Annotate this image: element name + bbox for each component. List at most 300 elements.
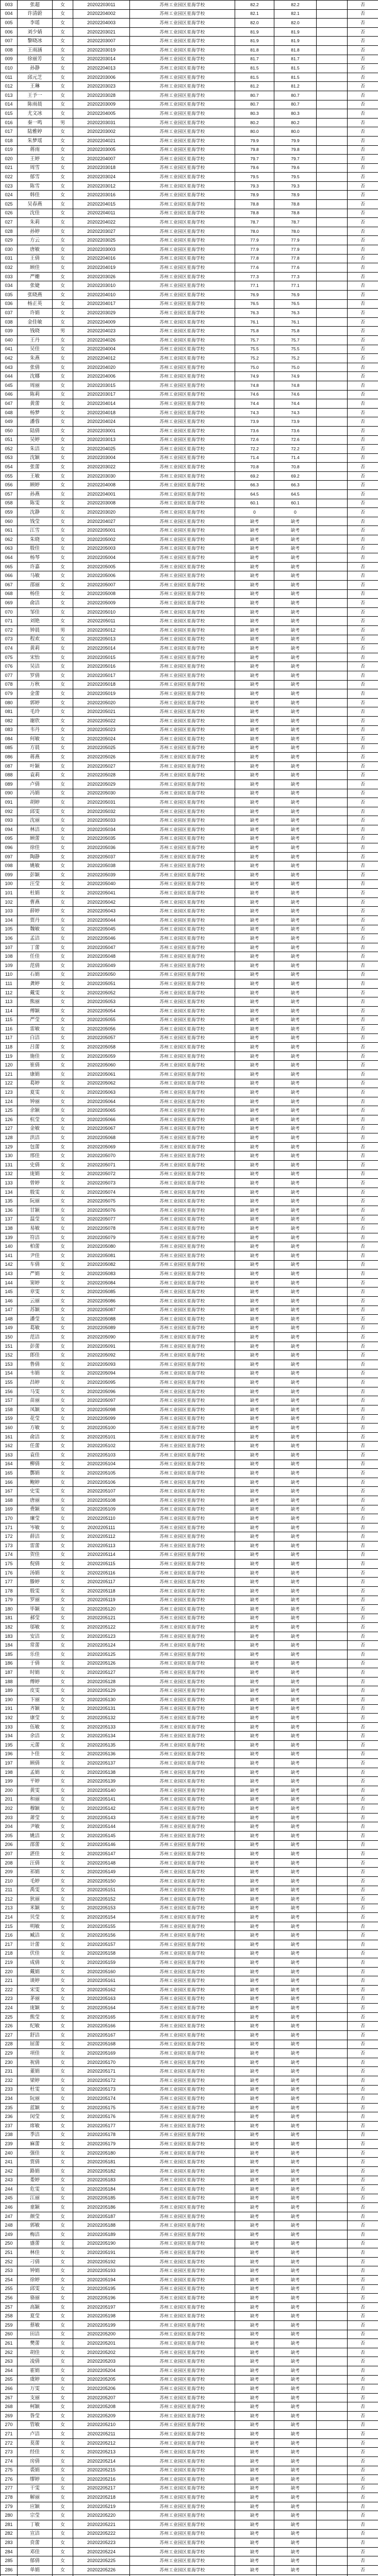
written-score-cell: 缺考 <box>235 2529 274 2538</box>
written-score-cell: 79.9 <box>235 136 274 145</box>
exam-number-cell: 20202205019 <box>73 689 130 699</box>
interview-flag-cell: 否 <box>348 1895 378 1904</box>
interview-flag-cell: 否 <box>348 2402 378 2412</box>
table-row <box>1 1686 378 1696</box>
table-row <box>1 1333 378 1342</box>
table-row <box>1 2529 378 2538</box>
interview-flag-cell: 否 <box>348 2121 378 2130</box>
total-score-cell: 缺考 <box>274 1976 317 1986</box>
row-number-cell: 025 <box>1 200 18 209</box>
written-score-cell: 缺考 <box>235 1795 274 1804</box>
gender-cell: 女 <box>53 309 73 318</box>
table-row <box>1 1124 378 1133</box>
interview-flag-cell: 否 <box>348 1614 378 1623</box>
row-number-cell: 188 <box>1 1677 18 1686</box>
rank-cell <box>317 2040 348 2049</box>
exam-number-cell: 20202205145 <box>73 1831 130 1840</box>
total-score-cell: 缺考 <box>274 1315 317 1324</box>
total-score-cell: 缺考 <box>274 2248 317 2258</box>
table-row <box>1 291 378 300</box>
candidate-name-cell: 刁倩 <box>18 2257 53 2266</box>
candidate-name-cell: 朱梦瑶 <box>18 136 53 145</box>
total-score-cell: 69.2 <box>274 471 317 481</box>
candidate-name-cell: 罗倩 <box>18 671 53 680</box>
candidate-name-cell: 车倩 <box>18 1260 53 1269</box>
gender-cell: 女 <box>53 2330 73 2339</box>
row-number-cell: 078 <box>1 680 18 689</box>
table-row <box>1 1151 378 1161</box>
total-score-cell: 缺考 <box>274 571 317 581</box>
rank-cell <box>317 1487 348 1496</box>
table-row <box>1 2493 378 2502</box>
written-score-cell: 缺考 <box>235 1696 274 1705</box>
applied-unit-cell: 苏州工业园区星海学校 <box>130 1677 235 1686</box>
candidate-name-cell: 熊莹 <box>18 2012 53 2022</box>
applied-unit-cell: 苏州工业园区星海学校 <box>130 1596 235 1605</box>
total-score-cell: 缺考 <box>274 1668 317 1677</box>
interview-flag-cell: 否 <box>348 1142 378 1151</box>
written-score-cell: 缺考 <box>235 1351 274 1360</box>
candidate-name-cell: 王倩 <box>18 254 53 263</box>
exam-number-cell: 20202205018 <box>73 680 130 689</box>
applied-unit-cell: 苏州工业园区星海学校 <box>130 1922 235 1931</box>
applied-unit-cell: 苏州工业园区星海学校 <box>130 526 235 535</box>
table-row <box>1 2284 378 2294</box>
rank-cell <box>317 1315 348 1324</box>
table-row <box>1 236 378 245</box>
interview-flag-cell: 否 <box>348 698 378 707</box>
total-score-cell: 77.9 <box>274 236 317 245</box>
rank-cell <box>317 979 348 989</box>
total-score-cell: 缺考 <box>274 2366 317 2375</box>
table-row <box>1 1242 378 1251</box>
rank-cell <box>317 689 348 699</box>
total-score-cell: 缺考 <box>274 1015 317 1025</box>
rank-cell <box>317 553 348 563</box>
applied-unit-cell: 苏州工业园区星海学校 <box>130 2230 235 2240</box>
interview-flag-cell: 否 <box>348 1759 378 1768</box>
rank-cell <box>317 381 348 390</box>
written-score-cell: 缺考 <box>235 653 274 662</box>
exam-number-cell: 20202204002 <box>73 9 130 19</box>
row-number-cell: 272 <box>1 2438 18 2448</box>
table-row <box>1 64 378 73</box>
gender-cell: 女 <box>53 263 73 273</box>
exam-number-cell: 20202205185 <box>73 2194 130 2203</box>
table-row <box>1 907 378 916</box>
table-row <box>1 1541 378 1550</box>
total-score-cell: 缺考 <box>274 2166 317 2176</box>
exam-number-cell: 20202205115 <box>73 1560 130 1569</box>
total-score-cell: 缺考 <box>274 761 317 771</box>
rank-cell <box>317 562 348 571</box>
candidate-name-cell: 乐佳 <box>18 1650 53 1659</box>
exam-number-cell: 20202205172 <box>73 2076 130 2085</box>
applied-unit-cell: 苏州工业园区星海学校 <box>130 1396 235 1405</box>
gender-cell: 女 <box>53 1369 73 1378</box>
rank-cell <box>317 2085 348 2094</box>
applied-unit-cell: 苏州工业园区星海学校 <box>130 1006 235 1015</box>
row-number-cell: 208 <box>1 1858 18 1868</box>
written-score-cell: 缺考 <box>235 1460 274 1469</box>
applied-unit-cell: 苏州工业园区星海学校 <box>130 2040 235 2049</box>
interview-flag-cell: 否 <box>348 1868 378 1877</box>
rank-cell <box>317 1795 348 1804</box>
interview-flag-cell: 否 <box>348 1342 378 1351</box>
row-number-cell: 254 <box>1 2276 18 2285</box>
rank-cell <box>317 1596 348 1605</box>
written-score-cell: 78.8 <box>235 209 274 218</box>
candidate-name-cell: 萧莹 <box>18 1813 53 1822</box>
rank-cell <box>317 2158 348 2167</box>
exam-number-cell: 20202205049 <box>73 961 130 970</box>
table-row <box>1 1958 378 1968</box>
interview-flag-cell: 否 <box>348 979 378 989</box>
interview-flag-cell: 否 <box>348 671 378 680</box>
applied-unit-cell: 苏州工业园区星海学校 <box>130 2121 235 2130</box>
total-score-cell: 缺考 <box>274 1659 317 1668</box>
candidate-name-cell: 尹佳 <box>18 1251 53 1260</box>
applied-unit-cell: 苏州工业园区星海学校 <box>130 481 235 490</box>
total-score-cell: 缺考 <box>274 1696 317 1705</box>
total-score-cell: 缺考 <box>274 2566 317 2575</box>
candidate-name-cell: 万雯 <box>18 2384 53 2394</box>
total-score-cell: 缺考 <box>274 1886 317 1895</box>
candidate-name-cell: 贾丹 <box>18 916 53 925</box>
row-number-cell: 066 <box>1 571 18 581</box>
table-row <box>1 1369 378 1378</box>
applied-unit-cell: 苏州工业园区星海学校 <box>130 698 235 707</box>
row-number-cell: 209 <box>1 1868 18 1877</box>
applied-unit-cell: 苏州工业园区星海学校 <box>130 907 235 916</box>
written-score-cell: 缺考 <box>235 1505 274 1514</box>
total-score-cell: 78.7 <box>274 218 317 227</box>
table-row <box>1 1487 378 1496</box>
row-number-cell: 022 <box>1 173 18 182</box>
total-score-cell: 缺考 <box>274 562 317 571</box>
table-row <box>1 952 378 961</box>
row-number-cell: 040 <box>1 335 18 345</box>
row-number-cell: 013 <box>1 91 18 100</box>
gender-cell: 女 <box>53 553 73 563</box>
row-number-cell: 058 <box>1 499 18 508</box>
row-number-cell: 089 <box>1 780 18 789</box>
exam-number-cell: 20202205160 <box>73 1967 130 1976</box>
written-score-cell: 缺考 <box>235 662 274 671</box>
interview-flag-cell: 否 <box>348 2031 378 2040</box>
gender-cell: 女 <box>53 2384 73 2394</box>
total-score-cell: 缺考 <box>274 2430 317 2439</box>
written-score-cell: 缺考 <box>235 2294 274 2303</box>
rank-cell <box>317 617 348 626</box>
exam-number-cell: 20202203030 <box>73 471 130 481</box>
total-score-cell: 缺考 <box>274 1197 317 1206</box>
applied-unit-cell: 苏州工业园区星海学校 <box>130 2348 235 2357</box>
candidate-name-cell: 方云 <box>18 236 53 245</box>
exam-number-cell: 20202205022 <box>73 716 130 725</box>
row-number-cell: 129 <box>1 1142 18 1151</box>
interview-flag-cell: 否 <box>348 2339 378 2348</box>
candidate-name-cell: 范倩 <box>18 961 53 970</box>
candidate-name-cell: 黎晓冰 <box>18 37 53 46</box>
exam-number-cell: 20202205119 <box>73 1596 130 1605</box>
interview-flag-cell: 否 <box>348 1015 378 1025</box>
rank-cell <box>317 1868 348 1877</box>
total-score-cell: 缺考 <box>274 1206 317 1215</box>
applied-unit-cell: 苏州工业园区星海学校 <box>130 825 235 835</box>
written-score-cell: 缺考 <box>235 2121 274 2130</box>
gender-cell: 女 <box>53 1224 73 1233</box>
row-number-cell: 182 <box>1 1623 18 1632</box>
candidate-name-cell: 和丽 <box>18 1795 53 1804</box>
written-score-cell: 缺考 <box>235 1596 274 1605</box>
applied-unit-cell: 苏州工业园区星海学校 <box>130 1822 235 1832</box>
row-number-cell: 159 <box>1 1414 18 1423</box>
applied-unit-cell: 苏州工业园区星海学校 <box>130 109 235 118</box>
written-score-cell: 缺考 <box>235 1442 274 1451</box>
row-number-cell: 210 <box>1 1876 18 1886</box>
interview-flag-cell: 否 <box>348 191 378 200</box>
written-score-cell: 缺考 <box>235 1188 274 1197</box>
exam-number-cell: 20202205064 <box>73 1097 130 1106</box>
applied-unit-cell: 苏州工业园区星海学校 <box>130 1931 235 1940</box>
table-row <box>1 1786 378 1795</box>
written-score-cell: 缺考 <box>235 1451 274 1460</box>
rank-cell <box>317 2176 348 2185</box>
applied-unit-cell: 苏州工业园区星海学校 <box>130 2375 235 2384</box>
row-number-cell: 258 <box>1 2312 18 2321</box>
rank-cell <box>317 943 348 952</box>
row-number-cell: 048 <box>1 408 18 417</box>
gender-cell: 女 <box>53 2140 73 2149</box>
candidate-name-cell: 金敏 <box>18 1124 53 1133</box>
rank-cell <box>317 2493 348 2502</box>
row-number-cell: 286 <box>1 2566 18 2575</box>
written-score-cell: 缺考 <box>235 1931 274 1940</box>
table-row <box>1 743 378 753</box>
interview-flag-cell: 否 <box>348 535 378 545</box>
candidate-name-cell: 潘莹 <box>18 1315 53 1324</box>
exam-number-cell: 20202205056 <box>73 1025 130 1034</box>
candidate-name-cell: 伍敏 <box>18 1722 53 1732</box>
written-score-cell: 78.0 <box>235 227 274 236</box>
total-score-cell: 缺考 <box>274 843 317 853</box>
applied-unit-cell: 苏州工业园区星海学校 <box>130 218 235 227</box>
applied-unit-cell: 苏州工业园区星海学校 <box>130 372 235 381</box>
row-number-cell: 079 <box>1 689 18 699</box>
total-score-cell: 79.7 <box>274 155 317 164</box>
row-number-cell: 059 <box>1 508 18 517</box>
candidate-name-cell: 范洁 <box>18 1333 53 1342</box>
written-score-cell: 76.3 <box>235 309 274 318</box>
table-row <box>1 136 378 145</box>
interview-flag-cell: 否 <box>348 1025 378 1034</box>
rank-cell <box>317 807 348 816</box>
candidate-name-cell: 钱晓 <box>18 327 53 336</box>
written-score-cell: 70.8 <box>235 463 274 472</box>
interview-flag-cell: 否 <box>348 463 378 472</box>
total-score-cell: 缺考 <box>274 1269 317 1279</box>
table-row <box>1 2176 378 2185</box>
exam-number-cell: 20202205137 <box>73 1759 130 1768</box>
table-row <box>1 45 378 55</box>
table-row <box>1 1206 378 1215</box>
rank-cell <box>317 1170 348 1179</box>
exam-number-cell: 20202205214 <box>73 2456 130 2466</box>
rank-cell <box>317 9 348 19</box>
table-row <box>1 1777 378 1786</box>
applied-unit-cell: 苏州工业园区星海学校 <box>130 916 235 925</box>
candidate-name-cell: 朱燕 <box>18 354 53 363</box>
written-score-cell: 缺考 <box>235 1133 274 1143</box>
applied-unit-cell: 苏州工业园区星海学校 <box>130 1759 235 1768</box>
written-score-cell: 缺考 <box>235 1876 274 1886</box>
rank-cell <box>317 2566 348 2575</box>
written-score-cell: 75.0 <box>235 363 274 372</box>
table-row <box>1 1006 378 1015</box>
gender-cell: 女 <box>53 1732 73 1741</box>
interview-flag-cell: 否 <box>348 1560 378 1569</box>
gender-cell: 女 <box>53 1006 73 1015</box>
interview-flag-cell: 否 <box>348 2040 378 2049</box>
rank-cell <box>317 535 348 545</box>
total-score-cell: 79.9 <box>274 136 317 145</box>
gender-cell: 女 <box>53 1061 73 1070</box>
interview-flag-cell: 否 <box>348 2484 378 2493</box>
exam-number-cell: 20202205213 <box>73 2448 130 2457</box>
exam-number-cell: 20202205144 <box>73 1822 130 1832</box>
candidate-name-cell: 苗丽 <box>18 1396 53 1405</box>
interview-flag-cell: 否 <box>348 335 378 345</box>
total-score-cell: 缺考 <box>274 2276 317 2285</box>
applied-unit-cell: 苏州工业园区星海学校 <box>130 599 235 608</box>
table-row <box>1 2484 378 2493</box>
table-row <box>1 109 378 118</box>
exam-number-cell: 20202204012 <box>73 354 130 363</box>
table-row <box>1 871 378 880</box>
table-row <box>1 2130 378 2140</box>
applied-unit-cell: 苏州工业园区星海学校 <box>130 1578 235 1587</box>
applied-unit-cell: 苏州工业园区星海学校 <box>130 1215 235 1224</box>
applied-unit-cell: 苏州工业园区星海学校 <box>130 2357 235 2366</box>
row-number-cell: 120 <box>1 1061 18 1070</box>
total-score-cell: 缺考 <box>274 2294 317 2303</box>
total-score-cell: 缺考 <box>274 653 317 662</box>
applied-unit-cell: 苏州工业园区星海学校 <box>130 1541 235 1550</box>
rank-cell <box>317 644 348 653</box>
applied-unit-cell: 苏州工业园区星海学校 <box>130 1432 235 1442</box>
exam-number-cell: 20202205005 <box>73 562 130 571</box>
interview-flag-cell: 否 <box>348 2475 378 2484</box>
total-score-cell: 缺考 <box>274 1650 317 1659</box>
table-row <box>1 1115 378 1125</box>
candidate-name-cell: 韩佳 <box>18 191 53 200</box>
exam-number-cell: 20202205003 <box>73 544 130 553</box>
interview-flag-cell: 否 <box>348 843 378 853</box>
table-row <box>1 553 378 563</box>
applied-unit-cell: 苏州工业园区星海学校 <box>130 2366 235 2375</box>
row-number-cell: 110 <box>1 970 18 979</box>
row-number-cell: 224 <box>1 2004 18 2013</box>
candidate-name-cell: 贺佳 <box>18 1550 53 1560</box>
interview-flag-cell: 否 <box>348 589 378 599</box>
total-score-cell: 76.5 <box>274 299 317 309</box>
applied-unit-cell: 苏州工业园区星海学校 <box>130 1532 235 1541</box>
rank-cell <box>317 245 348 255</box>
gender-cell: 女 <box>53 2402 73 2412</box>
written-score-cell: 缺考 <box>235 1677 274 1686</box>
rank-cell <box>317 517 348 526</box>
written-score-cell: 74.9 <box>235 372 274 381</box>
row-number-cell: 018 <box>1 136 18 145</box>
candidate-name-cell: 陈雯 <box>18 499 53 508</box>
table-row <box>1 1840 378 1850</box>
candidate-name-cell: 曾婷 <box>18 1179 53 1188</box>
candidate-name-cell: 昌婷 <box>18 1378 53 1387</box>
row-number-cell: 006 <box>1 27 18 37</box>
rank-cell <box>317 2058 348 2067</box>
row-number-cell: 186 <box>1 1659 18 1668</box>
row-number-cell: 174 <box>1 1550 18 1560</box>
candidate-name-cell: 龚婷 <box>18 979 53 989</box>
row-number-cell: 149 <box>1 1324 18 1333</box>
applied-unit-cell: 苏州工业园区星海学校 <box>130 37 235 46</box>
exam-number-cell: 20202205001 <box>73 526 130 535</box>
interview-flag-cell: 否 <box>348 1033 378 1043</box>
row-number-cell: 077 <box>1 671 18 680</box>
row-number-cell: 084 <box>1 735 18 744</box>
candidate-name-cell: 陈莉 <box>18 390 53 399</box>
rank-cell <box>317 698 348 707</box>
total-score-cell: 74.3 <box>274 408 317 417</box>
exam-number-cell: 20202205010 <box>73 607 130 617</box>
interview-flag-cell: 否 <box>348 816 378 825</box>
row-number-cell: 178 <box>1 1586 18 1596</box>
written-score-cell: 76.9 <box>235 291 274 300</box>
gender-cell: 女 <box>53 2456 73 2466</box>
interview-flag-cell: 否 <box>348 2194 378 2203</box>
applied-unit-cell: 苏州工业园区星海学校 <box>130 453 235 463</box>
applied-unit-cell: 苏州工业园区星海学校 <box>130 1179 235 1188</box>
applied-unit-cell: 苏州工业园区星海学校 <box>130 1015 235 1025</box>
candidate-name-cell: 贲蕾 <box>18 2538 53 2548</box>
written-score-cell: 缺考 <box>235 988 274 997</box>
row-number-cell: 054 <box>1 463 18 472</box>
total-score-cell: 缺考 <box>274 680 317 689</box>
gender-cell: 女 <box>53 599 73 608</box>
rank-cell <box>317 1614 348 1623</box>
row-number-cell: 134 <box>1 1188 18 1197</box>
gender-cell: 女 <box>53 2420 73 2430</box>
total-score-cell: 缺考 <box>274 2022 317 2031</box>
total-score-cell: 缺考 <box>274 2475 317 2484</box>
interview-flag-cell: 否 <box>348 1070 378 1079</box>
applied-unit-cell: 苏州工业园区星海学校 <box>130 1033 235 1043</box>
gender-cell: 女 <box>53 897 73 907</box>
row-number-cell: 283 <box>1 2538 18 2548</box>
candidate-name-cell: 蒋雨 <box>18 145 53 155</box>
exam-number-cell: 20202205041 <box>73 889 130 898</box>
interview-flag-cell: 否 <box>348 1940 378 1950</box>
row-number-cell: 112 <box>1 988 18 997</box>
row-number-cell: 039 <box>1 327 18 336</box>
gender-cell: 女 <box>53 82 73 91</box>
rank-cell <box>317 2484 348 2493</box>
table-row <box>1 2547 378 2556</box>
exam-number-cell: 20202205103 <box>73 1451 130 1460</box>
gender-cell: 女 <box>53 2031 73 2040</box>
total-score-cell: 76.9 <box>274 291 317 300</box>
